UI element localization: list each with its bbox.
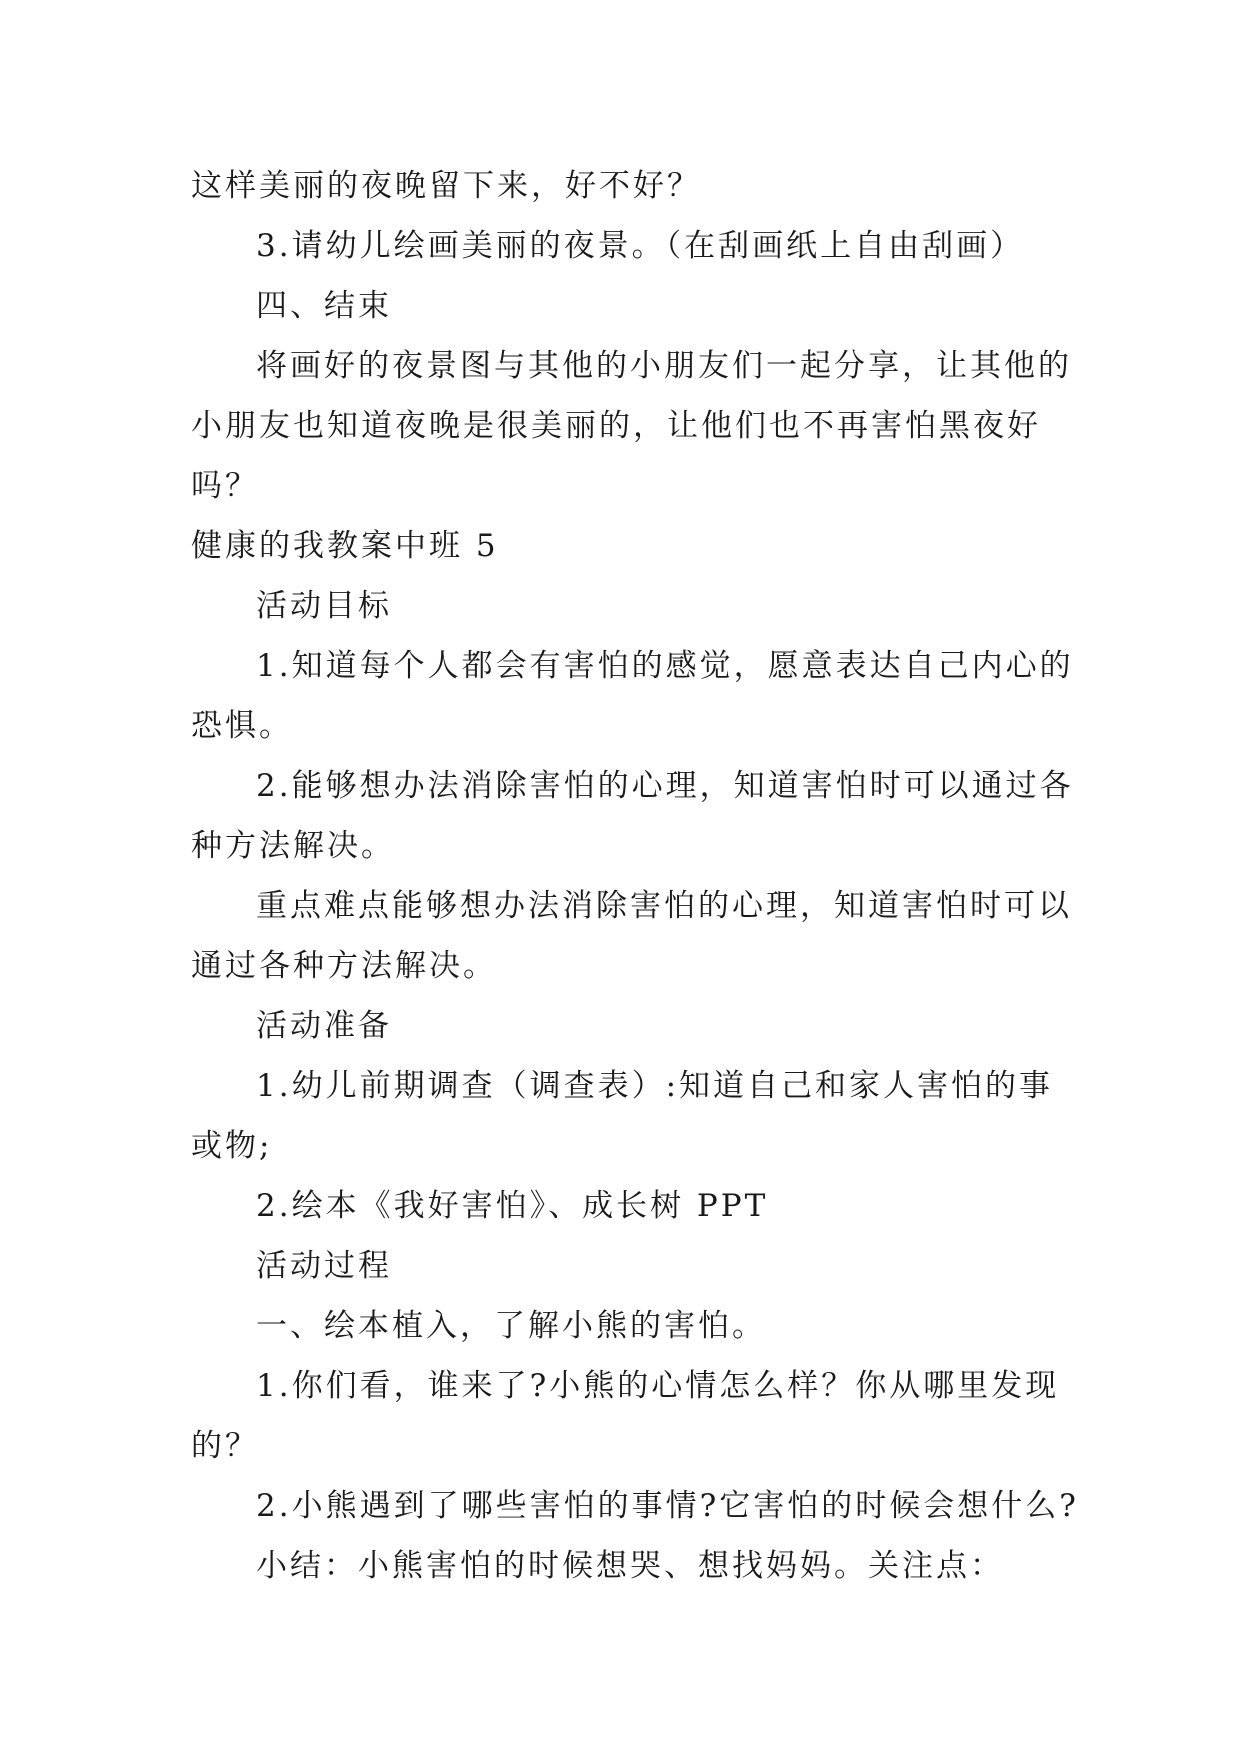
- body-line: 1.知道每个人都会有害怕的感觉，愿意表达自己内心的: [256, 648, 1074, 684]
- body-line: 吗？: [191, 468, 259, 504]
- body-line: 小朋友也知道夜晚是很美丽的，让他们也不再害怕黑夜好: [191, 408, 1041, 444]
- body-line: 3.请幼儿绘画美丽的夜景。（在刮画纸上自由刮画）: [256, 228, 1025, 264]
- body-line: 2.能够想办法消除害怕的心理，知道害怕时可以通过各: [256, 768, 1074, 804]
- body-line: 2.绘本《我好害怕》、成长树 PPT: [256, 1188, 769, 1224]
- body-line: 或物;: [191, 1128, 273, 1164]
- section-heading: 活动过程: [256, 1248, 392, 1284]
- body-line: 通过各种方法解决。: [191, 948, 497, 984]
- body-line: 恐惧。: [191, 708, 293, 744]
- body-line: 小结：小熊害怕的时候想哭、想找妈妈。关注点：: [256, 1548, 1004, 1584]
- body-line: 将画好的夜景图与其他的小朋友们一起分享，让其他的: [256, 348, 1072, 384]
- body-line: 1.幼儿前期调查（调查表）:知道自己和家人害怕的事: [256, 1068, 1054, 1104]
- body-line: 1.你们看，谁来了?小熊的心情怎么样？你从哪里发现: [256, 1368, 1060, 1404]
- lesson-title: 健康的我教案中班 5: [191, 528, 499, 564]
- body-line: 的？: [191, 1428, 259, 1464]
- section-heading: 活动准备: [256, 1008, 392, 1044]
- document-body: [191, 156, 1079, 1596]
- body-line: 2.小熊遇到了哪些害怕的事情?它害怕的时候会想什么?: [256, 1488, 1079, 1524]
- body-line: 这样美丽的夜晚留下来，好不好？: [191, 168, 701, 204]
- body-line: 重点难点能够想办法消除害怕的心理，知道害怕时可以: [256, 888, 1072, 924]
- body-line: 一、绘本植入，了解小熊的害怕。: [256, 1308, 766, 1344]
- section-heading: 四、结束: [256, 288, 392, 324]
- section-heading: 活动目标: [256, 588, 392, 624]
- body-line: 种方法解决。: [191, 828, 395, 864]
